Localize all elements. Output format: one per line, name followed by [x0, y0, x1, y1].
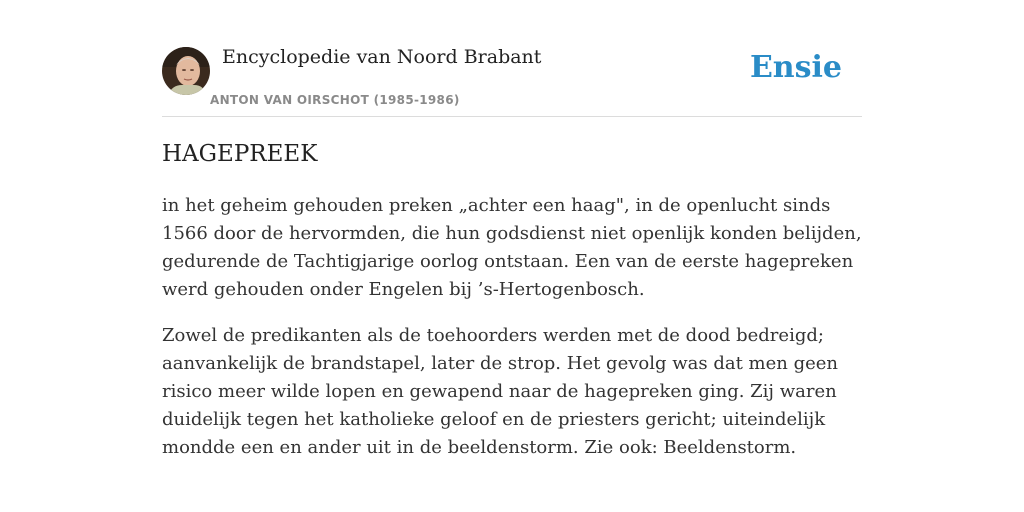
entry-paragraph: Zowel de predikanten als de toehoorders werden met de dood bedreigd; aanvankelijk de brandstapel, later de strop. Het gevolg was dat men geen risico meer wilde lopen en gewapend naar de hagepreken ging. Zij waren duidelijk tegen het katholieke geloof en de priesters gericht; uiteindelijk mondde een en ander uit in de beeldenstorm. Zie ook: Beeldenstorm.: [162, 325, 839, 458]
author-avatar: [162, 47, 210, 95]
encyclopedia-title[interactable]: Encyclopedie van Noord Brabant: [222, 46, 542, 68]
entry-paragraph: in het geheim gehouden preken „achter een haag", in de openlucht sinds 1566 door de hervormden, die hun godsdienst niet openlijk konden belijden, gedurende de Tachtigjarige oorlog ontstaan. Een van de eerste hagepreken werd gehouden onder Engelen bij ’s-Hertogenbosch.: [162, 195, 862, 300]
entry-body: [162, 192, 862, 480]
author-name: ANTON VAN OIRSCHOT (1985-1986): [210, 93, 460, 107]
page-header: [162, 46, 862, 117]
author-portrait-icon: [162, 47, 210, 95]
ensie-logo[interactable]: Ensie: [749, 50, 842, 85]
entry-headword: HAGEPREEK: [162, 141, 318, 167]
